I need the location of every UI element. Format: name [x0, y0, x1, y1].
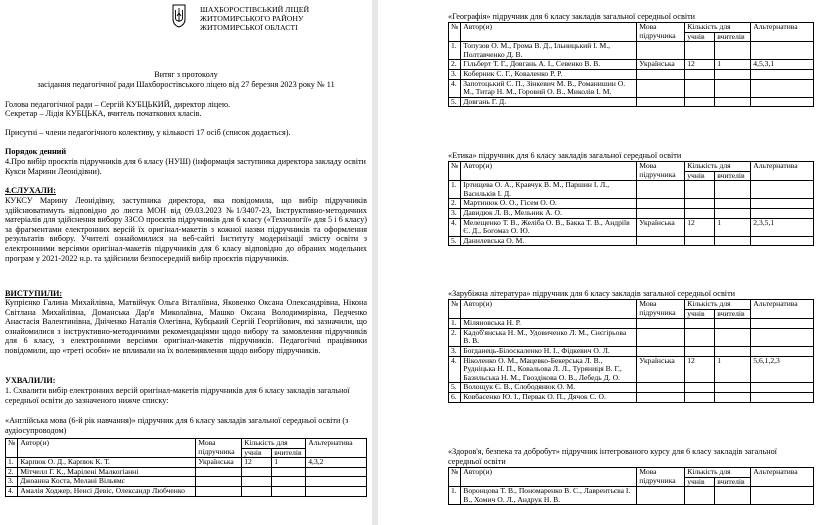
document-page-1: [0, 0, 372, 525]
students-cell: [685, 208, 715, 218]
table-row: [6, 458, 367, 468]
language-cell: [637, 181, 685, 199]
header-students: учнів: [242, 448, 272, 458]
author-cell: Ніколенко О. М., Мацевко-Бекерська Л. В., Рудніцька Н. П., Ковальова Л. Л., Туряниця В. Г., Базильська Н. М., Гвоздікова О. В., Лебедь Д. О.: [461, 356, 637, 383]
header-author: Автор(и): [18, 439, 196, 458]
alternative-cell: 5,6,1,2,3: [751, 356, 814, 383]
students-cell: [242, 467, 272, 477]
table-row: [449, 97, 814, 107]
students-cell: [685, 97, 715, 107]
alternative-cell: 4,5,3,1: [751, 60, 814, 70]
author-cell: Богданець-Білоскаленко Н. І., Фідкевич О. Л.: [461, 346, 637, 356]
protocol-title: Витяг з протоколу: [154, 70, 218, 79]
geo-rows: [449, 42, 814, 107]
teachers-cell: [272, 467, 306, 477]
students-cell: [685, 328, 715, 346]
row-number: 5.: [449, 236, 461, 246]
row-number: 1.: [6, 458, 18, 468]
lit-rows: [449, 319, 814, 402]
author-cell: Волощук Є. В., Слободянюк О. М.: [461, 383, 637, 393]
students-cell: [685, 79, 715, 97]
language-cell: Українська: [637, 60, 685, 70]
teachers-cell: [715, 199, 751, 209]
table-row: [449, 328, 814, 346]
table-row: [449, 383, 814, 393]
teachers-cell: [715, 208, 751, 218]
alternative-cell: [751, 319, 814, 329]
health-table: [448, 467, 814, 505]
students-cell: [685, 69, 715, 79]
row-number: 3.: [6, 477, 18, 487]
chair-line: Голова педагогічної ради – Сергій КУБЦЬКИЙ, директор ліцею.: [5, 100, 231, 109]
row-number: 2.: [449, 199, 461, 209]
alternative-cell: [751, 208, 814, 218]
header-author: Автор(и): [461, 468, 637, 487]
author-cell: Мелещенко Т. В., Желіба О. В., Бакка Т. В., Андріїв Є. Д., Богомаз О. Ю.: [461, 218, 637, 236]
language-cell: [637, 199, 685, 209]
table-row: [449, 181, 814, 199]
author-cell: Амалія Ходжер, Ненсі Девіс, Олександр Любченко: [18, 486, 196, 496]
present-line: Присутні – члени педагогічного колективу, у кількості 17 осіб (список додається).: [5, 128, 291, 137]
header-students: учнів: [685, 309, 715, 319]
language-cell: [637, 79, 685, 97]
table-row: [449, 392, 814, 402]
language-cell: [196, 477, 242, 487]
students-cell: [685, 42, 715, 60]
language-cell: [637, 328, 685, 346]
coat-of-arms-icon: [172, 4, 186, 28]
students-cell: 12: [685, 60, 715, 70]
teachers-cell: [715, 487, 751, 505]
author-cell: Ковбасенко Ю. І., Первак О. П., Дячок С. О.: [461, 392, 637, 402]
table-row: [6, 486, 367, 496]
teachers-cell: [715, 392, 751, 402]
heard-text: КУКСУ Марину Леонідівну, заступника директора, яка повідомила, що вибір підручників здійснюватимуть відповідно до листа МОН від 09.03.2023 №1/3407-23, Інструктивно-методичних матеріалів для здійснення вибору ЗЗСО проєктів підручників для 6 класу («Технології» для 5 і 6 класу) за фрагментами електронних версій їх оригінал-макетів з кожної назви підручників та оформлення результатів вибору. Учителі ознайомилися на веб-сайті Інституту модернізації змісту освіти з електронними версіями оригінал-макетів підручників для 6 класу відповідно до обраних модельних програм у 2021-2022 н.р. та здійснили безпосередній вибір проєктів підручників.: [5, 196, 367, 263]
teachers-cell: [715, 97, 751, 107]
author-cell: Данилевська О. М.: [461, 236, 637, 246]
row-number: 3.: [449, 208, 461, 218]
students-cell: 12: [685, 218, 715, 236]
protocol-subtitle: засідання педагогічної ради Шахборостівського ліцею від 27 березня 2023 року № 11: [37, 80, 335, 89]
header-author: Автор(и): [461, 300, 637, 319]
table-row: [449, 69, 814, 79]
students-cell: [685, 319, 715, 329]
alternative-cell: [751, 383, 814, 393]
header-num: №: [449, 162, 461, 181]
author-cell: Воронцова Т. В., Пономаренко В. С., Лаврентьєва І. В., Хомич О. Л., Андрук Н. В.: [461, 487, 637, 505]
teachers-cell: [715, 181, 751, 199]
language-cell: [637, 97, 685, 107]
language-cell: [196, 467, 242, 477]
lit-caption: «Зарубіжна література» підручник для 6 класу закладів загальної середньої освіти: [448, 289, 736, 298]
row-number: 1.: [449, 319, 461, 329]
geo-caption: «Географія» підручник для 6 класу закладів загальної середньої освіти: [448, 12, 696, 21]
teachers-cell: [715, 79, 751, 97]
students-cell: [685, 199, 715, 209]
author-cell: Мартинюк О. О., Гісем О. О.: [461, 199, 637, 209]
students-cell: 12: [242, 458, 272, 468]
alternative-cell: [306, 477, 367, 487]
author-cell: Топузов О. М., Грома В. Д., Ільницький І. М., Полтавченко Д. В.: [461, 42, 637, 60]
author-cell: Карпюк О. Д., Карпюк К. Т.: [18, 458, 196, 468]
header-alt: Альтернатива: [751, 162, 814, 181]
header-students: учнів: [685, 171, 715, 181]
alternative-cell: [751, 328, 814, 346]
secretary-line: Секретар – Лідія КУБЦЬКА, вчитель початкових класів.: [5, 109, 202, 118]
header-qty: Кількість для: [685, 468, 751, 478]
health-caption: «Здоров'я, безпека та добробут» підручник інтегрованого курсу для 6 класу закладів загальної середньої освіти: [448, 447, 777, 466]
students-cell: [685, 392, 715, 402]
alternative-cell: [751, 97, 814, 107]
header-num: №: [449, 468, 461, 487]
heard-title: 4.СЛУХАЛИ:: [5, 186, 56, 195]
author-cell: Гільберт Т. Г., Довгань А. І., Севенко В. В.: [461, 60, 637, 70]
header-teachers: вчителів: [272, 448, 306, 458]
org-line: ЖИТОМИРСЬКОЇ ОБЛАСТІ: [200, 23, 298, 33]
students-cell: [685, 487, 715, 505]
table-row: [449, 236, 814, 246]
header-students: учнів: [685, 477, 715, 487]
language-cell: [637, 42, 685, 60]
alternative-cell: [751, 392, 814, 402]
header-qty: Кількість для: [685, 162, 751, 172]
alternative-cell: [751, 487, 814, 505]
language-cell: Українська: [196, 458, 242, 468]
language-cell: [637, 236, 685, 246]
author-cell: Запотоцький С. П., Зінкевич М. В., Романишин О. М., Титар Н. М., Горовий О. В., Миколів І. М.: [461, 79, 637, 97]
alternative-cell: [751, 181, 814, 199]
row-number: 1.: [449, 487, 461, 505]
header-alt: Альтернатива: [751, 23, 814, 42]
decided-text: 1. Схвалити вибір електронних версій оригінал-макетів підручників для 6 класу закладів загальної середньої освіти до зазначеного нижче списку:: [5, 386, 350, 405]
alternative-cell: [306, 486, 367, 496]
author-cell: Кадоб'янська Н. М., Удовиченко Л. М., Снєгірьова В. В.: [461, 328, 637, 346]
row-number: 1.: [449, 42, 461, 60]
alternative-cell: [751, 42, 814, 60]
header-lang: Мова підручника: [637, 162, 685, 181]
students-cell: [242, 486, 272, 496]
header-qty: Кількість для: [685, 300, 751, 310]
teachers-cell: [715, 328, 751, 346]
spoke-text: Купрієнко Галина Михайлівна, Матвійчук Ольга Віталіївна, Яковенко Оксана Олександрівна, Нікона Світлана Михайлівна, Доманська Дар'я Миколаївна, Машко Оксана Володимирівна, Педченко Анастасія Валентинівна, Дніченко Наталія Олегівна, Кубцький Сергій Георгійович, які зазначили, що ознайомилися з інструктивно-методичними рекомендаціями щодо вибору та замовлення підручників для 6 класу, з електронними версіями оригінал-макетів підручників. Педагогічні працівники повідомили, що «треті особи» не впливали на їх волевиявлення щодо вибору підручників.: [5, 298, 367, 355]
students-cell: [685, 346, 715, 356]
language-cell: [637, 383, 685, 393]
language-cell: [637, 69, 685, 79]
language-cell: Українська: [637, 356, 685, 383]
row-number: 5.: [449, 383, 461, 393]
header-teachers: вчителів: [715, 477, 751, 487]
english-caption: «Англійська мова (6-й рік навчання)» підручник для 6 класу закладів загальної середньої освіти (з аудіосупроводом): [5, 416, 349, 435]
teachers-cell: 1: [715, 60, 751, 70]
alternative-cell: [751, 69, 814, 79]
row-number: 2.: [449, 328, 461, 346]
header-qty: Кількість для: [685, 23, 751, 33]
students-cell: [242, 477, 272, 487]
ethics-table: [448, 161, 814, 246]
english-table: [5, 438, 367, 497]
header-author: Автор(и): [461, 162, 637, 181]
row-number: 1.: [449, 181, 461, 199]
agenda-text: 4.Про вибір проєктів підручників для 6 класу (НУШ) (інформація заступника директора закладу освіти Кукси Марини Леонідівни).: [5, 157, 366, 176]
header-num: №: [449, 23, 461, 42]
table-row: [449, 42, 814, 60]
header-author: Автор(и): [461, 23, 637, 42]
table-row: [449, 218, 814, 236]
teachers-cell: [272, 477, 306, 487]
author-cell: Мітчелл Г. К., Марілені Малкогіанні: [18, 467, 196, 477]
header-qty: Кількість для: [242, 439, 306, 449]
row-number: 2.: [6, 467, 18, 477]
table-row: [449, 487, 814, 505]
alternative-cell: [751, 236, 814, 246]
teachers-cell: [272, 486, 306, 496]
table-row: [449, 319, 814, 329]
header-num: №: [6, 439, 18, 458]
header-num: №: [449, 300, 461, 319]
spoke-title: ВИСТУПИЛИ:: [5, 289, 63, 298]
teachers-cell: 1: [715, 356, 751, 383]
teachers-cell: [715, 346, 751, 356]
lit-table: [448, 299, 814, 403]
alternative-cell: [751, 79, 814, 97]
header-teachers: вчителів: [715, 171, 751, 181]
header-students: учнів: [685, 32, 715, 42]
header-alt: Альтернатива: [751, 300, 814, 319]
author-cell: Міляновська Н. Р.: [461, 319, 637, 329]
language-cell: [637, 346, 685, 356]
author-cell: Іртищева О. А., Кравчук В. М., Паршин І. Л., Васильків І. Д.: [461, 181, 637, 199]
org-line: ЖИТОМИРСЬКОГО РАЙОНУ: [200, 14, 304, 24]
table-row: [449, 346, 814, 356]
students-cell: 12: [685, 356, 715, 383]
row-number: 4.: [449, 218, 461, 236]
teachers-cell: [715, 236, 751, 246]
author-cell: Джоанна Коста, Мелані Вільямс: [18, 477, 196, 487]
language-cell: [196, 486, 242, 496]
row-number: 4.: [6, 486, 18, 496]
students-cell: [685, 383, 715, 393]
alternative-cell: [306, 467, 367, 477]
document-page-2: [378, 0, 819, 525]
agenda-title: Порядок денний: [5, 147, 67, 156]
alternative-cell: [751, 199, 814, 209]
english-rows: [6, 458, 367, 496]
header-lang: Мова підручника: [196, 439, 242, 458]
author-cell: Давидюк Л. В., Мельник А. О.: [461, 208, 637, 218]
author-cell: Довгань Г. Д.: [461, 97, 637, 107]
alternative-cell: [751, 346, 814, 356]
row-number: 2.: [449, 60, 461, 70]
students-cell: [685, 181, 715, 199]
teachers-cell: [715, 319, 751, 329]
students-cell: [685, 236, 715, 246]
teachers-cell: 1: [272, 458, 306, 468]
language-cell: [637, 208, 685, 218]
teachers-cell: [715, 383, 751, 393]
header-teachers: вчителів: [715, 309, 751, 319]
row-number: 3.: [449, 69, 461, 79]
decided-title: УХВАЛИЛИ:: [5, 376, 56, 385]
header-alt: Альтернатива: [306, 439, 367, 458]
table-row: [449, 79, 814, 97]
alternative-cell: 4,3,2: [306, 458, 367, 468]
header-lang: Мова підручника: [637, 300, 685, 319]
teachers-cell: [715, 42, 751, 60]
organization-header: [200, 5, 372, 33]
teachers-cell: 1: [715, 218, 751, 236]
teachers-cell: [715, 69, 751, 79]
alternative-cell: 2,3,5,1: [751, 218, 814, 236]
row-number: 5.: [449, 97, 461, 107]
org-line: ШАХБОРОСТІВСЬКИЙ ЛІЦЕЙ: [200, 5, 310, 14]
table-row: [449, 356, 814, 383]
row-number: 4.: [449, 356, 461, 383]
language-cell: [637, 319, 685, 329]
header-lang: Мова підручника: [637, 468, 685, 487]
geo-table: [448, 22, 814, 107]
row-number: 6.: [449, 392, 461, 402]
header-alt: Альтернатива: [751, 468, 814, 487]
language-cell: Українська: [637, 218, 685, 236]
ethics-rows: [449, 181, 814, 246]
row-number: 4.: [449, 79, 461, 97]
language-cell: [637, 392, 685, 402]
row-number: 3.: [449, 346, 461, 356]
author-cell: Коберник С. Г., Коваленко Р. Р.: [461, 69, 637, 79]
header-lang: Мова підручника: [637, 23, 685, 42]
table-row: [449, 208, 814, 218]
ethics-caption: «Етика» підручник для 6 класу закладів загальної середньої освіти: [448, 151, 682, 160]
language-cell: [637, 487, 685, 505]
header-teachers: вчителів: [715, 32, 751, 42]
health-rows: [449, 487, 814, 505]
